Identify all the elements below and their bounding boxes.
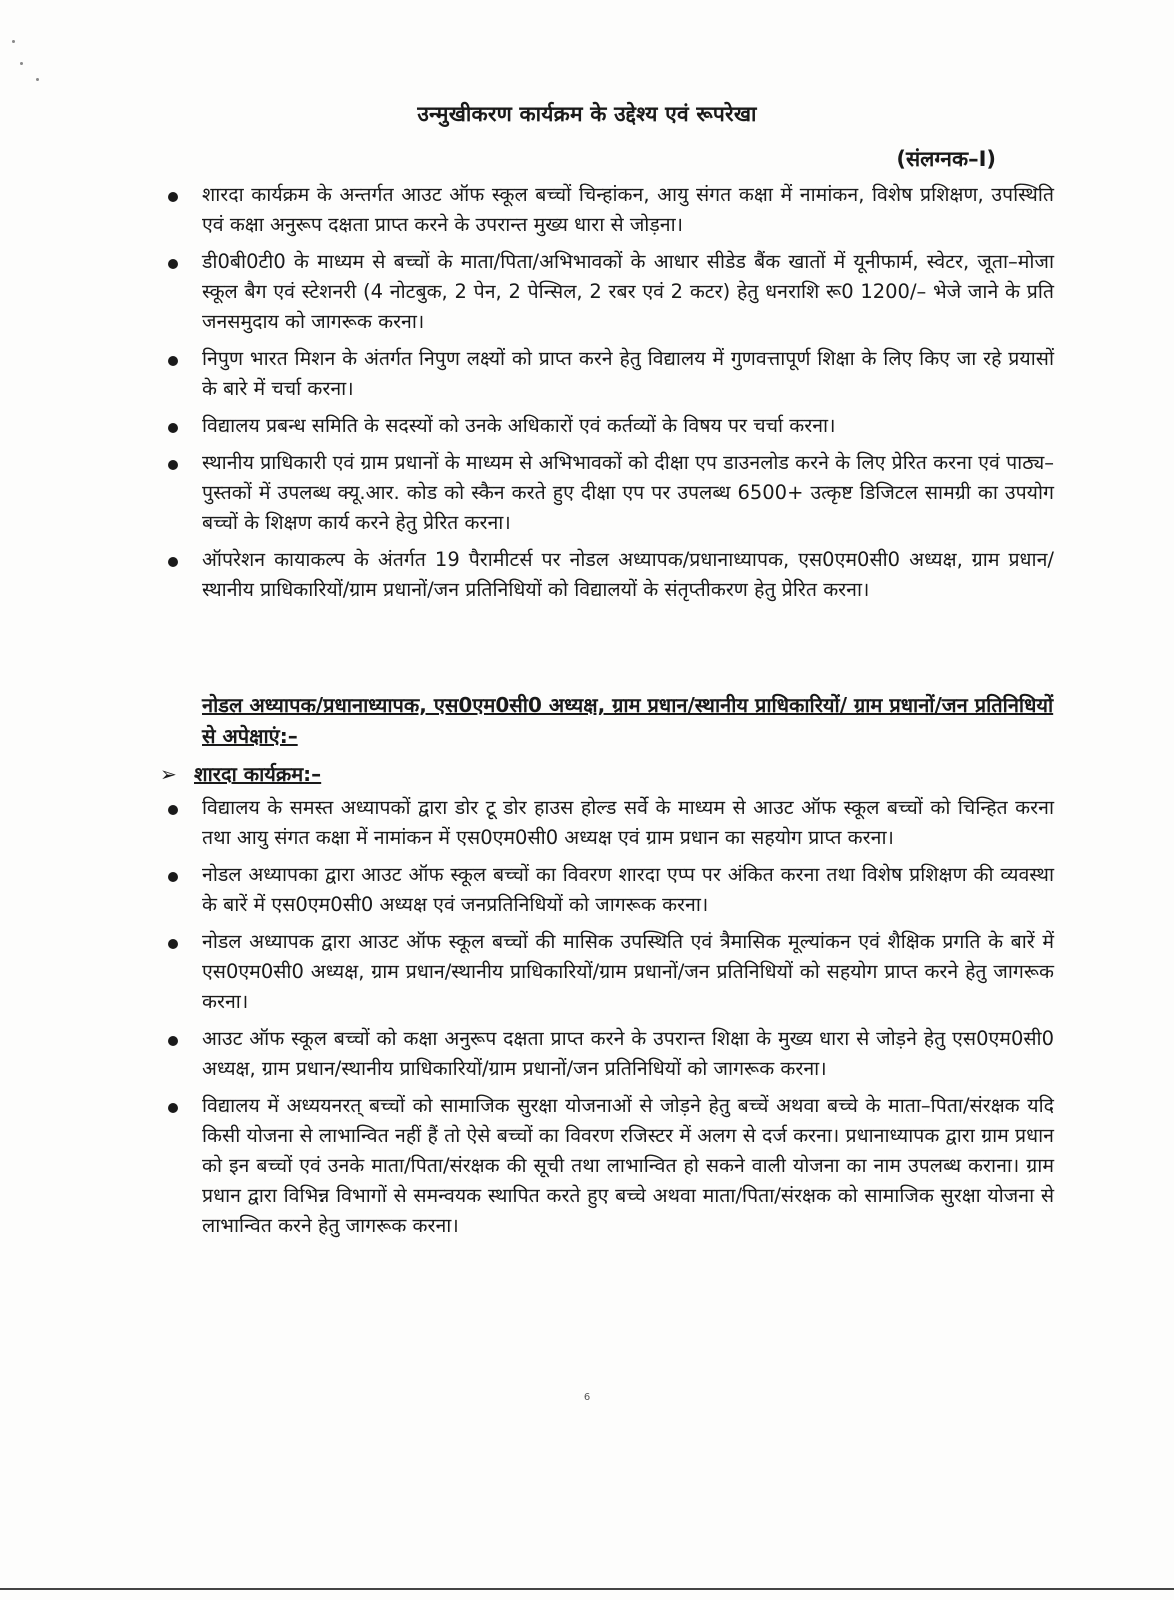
bullet-icon <box>168 939 178 949</box>
bullet-icon <box>168 1103 178 1113</box>
list-item <box>0 1091 1174 1241</box>
list-item <box>0 927 1174 1017</box>
expectations-heading: नोडल अध्यापक/प्रधानाध्यापक, एस0एम0सी0 अध्यक्ष, ग्राम प्रधान/स्थानीय प्राधिकारियों/ ग्राम प्रधानों/जन प्रतिनिधियों से अपेक्षाएं:– <box>202 693 1054 748</box>
scan-edge-rule <box>0 1588 1174 1590</box>
objective-text: ऑपरेशन कायाकल्प के अंतर्गत 19 पैरामीटर्स पर नोडल अध्यापक/प्रधानाध्यापक, एस0एम0सी0 अध्यक्ष, ग्राम प्रधान/स्थानीय प्राधिकारियों/ग्राम प्रधानों/जन प्रतिनिधियों को विद्यालयों के संतृप्तीकरण हेतु प्रेरित करना। <box>202 548 1054 601</box>
document-title: उन्मुखीकरण कार्यक्रम के उद्देश्य एवं रूपरेखा <box>417 102 757 126</box>
sharda-points-list <box>0 793 1174 1248</box>
scan-speck <box>12 40 15 43</box>
objectives-list <box>0 180 1174 612</box>
bullet-icon <box>168 872 178 882</box>
list-item <box>0 793 1174 853</box>
point-text: विद्यालय में अध्ययनरत् बच्चों को सामाजिक सुरक्षा योजनाओं से जोड़ने हेतु बच्चें अथवा बच्चे के माता–पिता/संरक्षक यदि किसी योजना से लाभान्वित नहीं हैं तो ऐसे बच्चों का विवरण रजिस्टर में अलग से दर्ज करना। प्रधानाध्यापक द्वारा ग्राम प्रधान को इन बच्चों एवं उनके माता/पिता/संरक्षक की सूची तथा लाभान्वित हो सकने वाली योजना का नाम उपलब्ध कराना। ग्राम प्रधान द्वारा विभिन्न विभागों से समन्वयक स्थापित करते हुए बच्चे अथवा माता/पिता/संरक्षक को सामाजिक सुरक्षा योजना से लाभान्वित करने हेतु जागरूक करना। <box>202 1094 1054 1237</box>
list-item <box>0 545 1174 605</box>
bullet-icon <box>168 423 178 433</box>
list-item <box>0 1024 1174 1084</box>
list-item <box>0 247 1174 337</box>
objective-text: विद्यालय प्रबन्ध समिति के सदस्यों को उनके अधिकारों एवं कर्तव्यों के विषय पर चर्चा करना। <box>202 414 836 437</box>
bullet-icon <box>168 259 178 269</box>
scan-speck <box>36 78 39 81</box>
bullet-icon <box>168 557 178 567</box>
arrow-bullet-icon: ➢ <box>160 762 177 786</box>
objective-text: शारदा कार्यक्रम के अन्तर्गत आउट ऑफ स्कूल बच्चों चिन्हांकन, आयु संगत कक्षा में नामांकन, विशेष प्रशिक्षण, उपस्थिति एवं कक्षा अनुरूप दक्षता प्राप्त करने के उपरान्त मुख्य धारा से जोड़ना। <box>202 183 1054 236</box>
list-item <box>0 860 1174 920</box>
bullet-icon <box>168 192 178 202</box>
bullet-icon <box>168 356 178 366</box>
point-text: नोडल अध्यापका द्वारा आउट ऑफ स्कूल बच्चों का विवरण शारदा एप्प पर अंकित करना तथा विशेष प्रशिक्षण की व्यवस्था के बारें में एस0एम0सी0 अध्यक्ष एवं जनप्रतिनिधियों को जागरूक करना। <box>202 863 1054 916</box>
point-text: नोडल अध्यापक द्वारा आउट ऑफ स्कूल बच्चों की मासिक उपस्थिति एवं त्रैमासिक मूल्यांकन एवं शैक्षिक प्रगति के बारें में एस0एम0सी0 अध्यक्ष, ग्राम प्रधान/स्थानीय प्राधिकारियों/ग्राम प्रधानों/जन प्रतिनिधियों को सहयोग प्राप्त करने हेतु जागरूक करना। <box>202 930 1054 1013</box>
objective-text: निपुण भारत मिशन के अंतर्गत निपुण लक्ष्यों को प्राप्त करने हेतु विद्यालय में गुणवत्तापूर्ण शिक्षा के लिए किए जा रहे प्रयासों के बारे में चर्चा करना। <box>202 347 1054 400</box>
objective-text: डी0बी0टी0 के माध्यम से बच्चों के माता/पिता/अभिभावकों के आधार सीडेड बैंक खातों में यूनीफार्म, स्वेटर, जूता–मोजा स्कूल बैग एवं स्टेशनरी (4 नोटबुक, 2 पेन, 2 पेन्सिल, 2 रबर एवं 2 कटर) हेतु धनराशि रू0 1200/– भेजे जाने के प्रति जनसमुदाय को जागरूक करना। <box>202 250 1054 333</box>
list-item <box>0 344 1174 404</box>
point-text: विद्यालय के समस्त अध्यापकों द्वारा डोर टू डोर हाउस होल्ड सर्वे के माध्यम से आउट ऑफ स्कूल बच्चों को चिन्हित करना तथा आयु संगत कक्षा में नामांकन में एस0एम0सी0 अध्यक्ष एवं ग्राम प्रधान का सहयोग प्राप्त करना। <box>202 796 1054 849</box>
section-heading <box>160 760 321 788</box>
bullet-icon <box>168 1036 178 1046</box>
objective-text: स्थानीय प्राधिकारी एवं ग्राम प्रधानों के माध्यम से अभिभावकों को दीक्षा एप डाउनलोड करने के लिए प्रेरित करना एवं पाठ्य–पुस्तकों में उपलब्ध क्यू.आर. कोड को स्कैन करते हुए दीक्षा एप पर उपलब्ध 6500+ उत्कृष्ट डिजिटल सामग्री का उपयोग बच्चों के शिक्षण कार्य करने हेतु प्रेरित करना। <box>202 451 1054 534</box>
bullet-icon <box>168 460 178 470</box>
list-item <box>0 448 1174 538</box>
list-item <box>0 180 1174 240</box>
bullet-icon <box>168 805 178 815</box>
list-item <box>0 411 1174 441</box>
annex-label: (संलग्नक–I) <box>896 147 996 171</box>
point-text: आउट ऑफ स्कूल बच्चों को कक्षा अनुरूप दक्षता प्राप्त करने के उपरान्त शिक्षा के मुख्य धारा से जोड़ने हेतु एस0एम0सी0 अध्यक्ष, ग्राम प्रधान/स्थानीय प्राधिकारियों/ग्राम प्रधानों/जन प्रतिनिधियों को जागरूक करना। <box>202 1027 1054 1080</box>
scan-speck <box>20 62 23 65</box>
section-title: शारदा कार्यक्रम:– <box>194 762 322 786</box>
page-number: 6 <box>583 1392 591 1403</box>
